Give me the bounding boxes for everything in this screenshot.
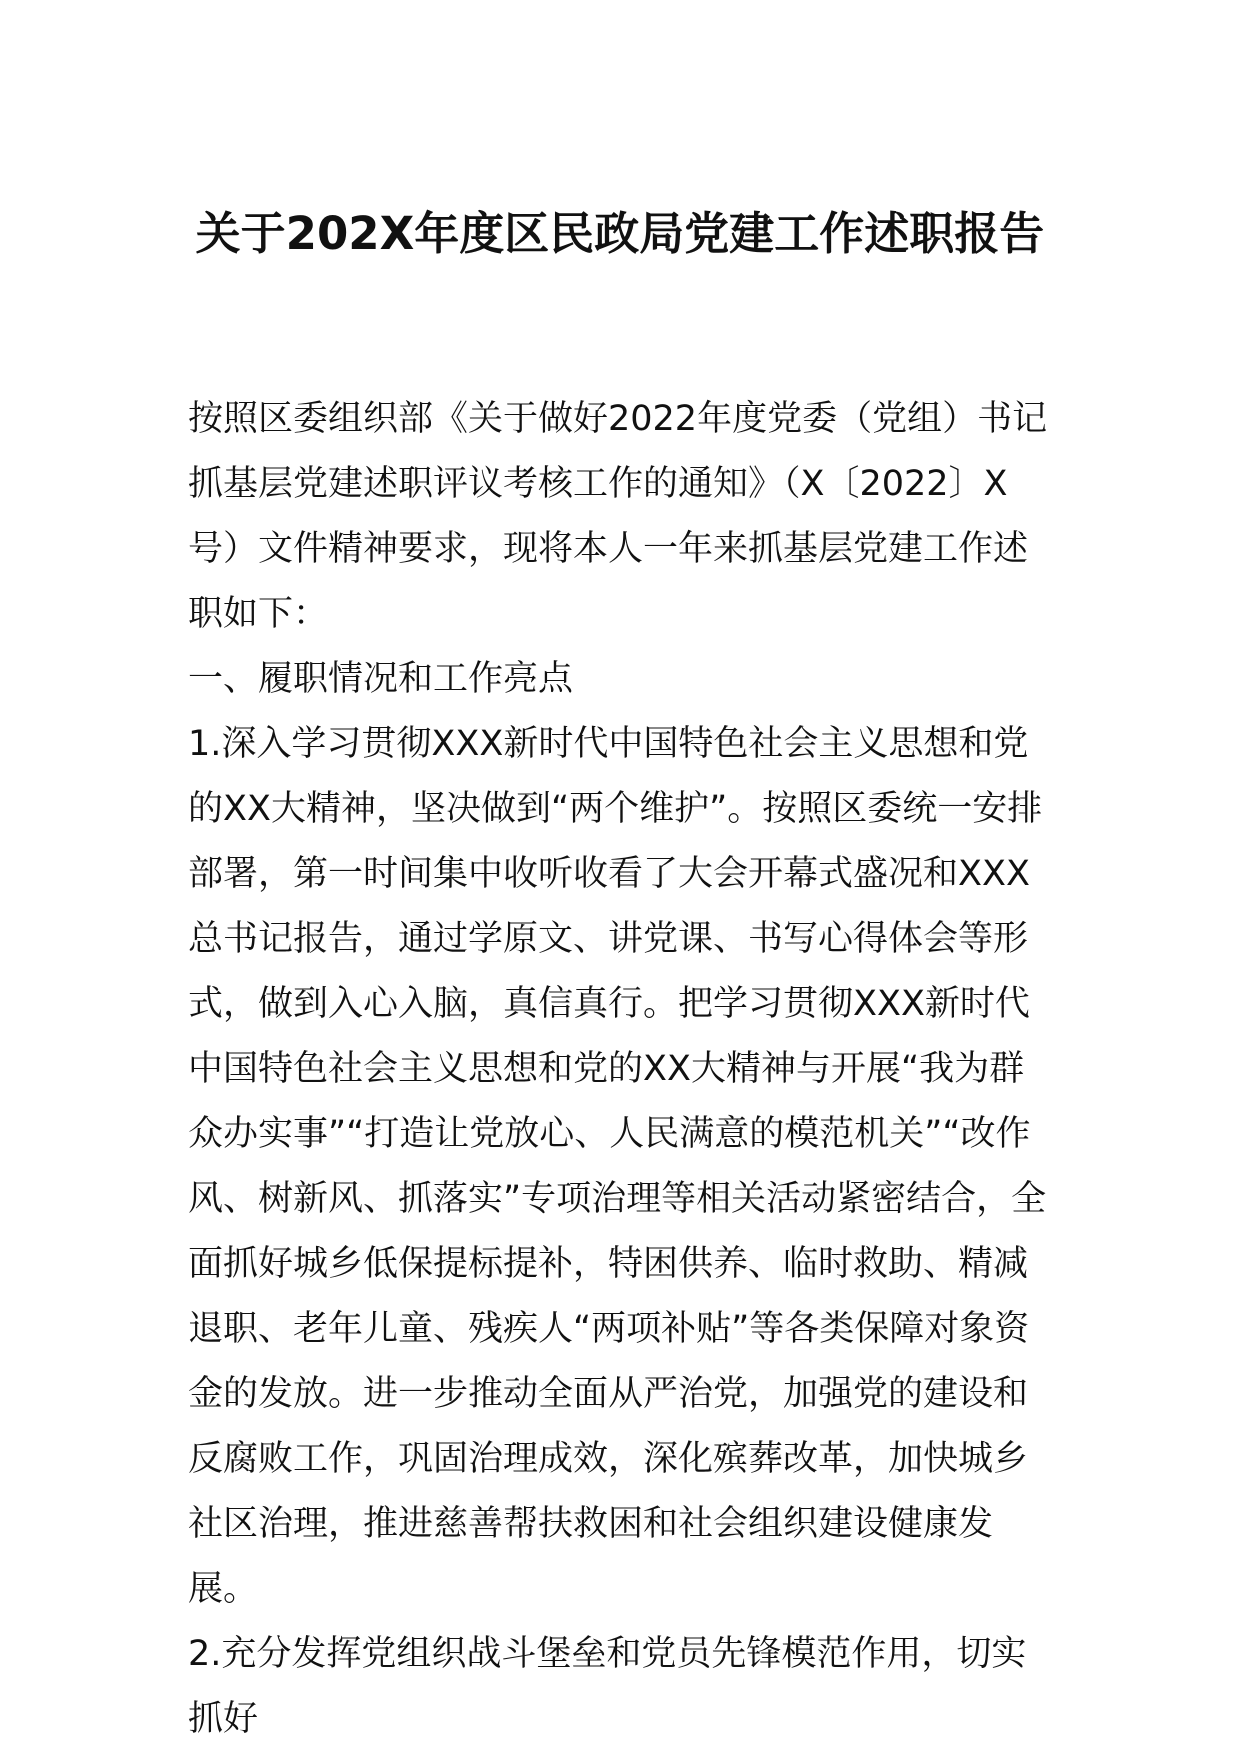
document-title: 关于202X年度区民政局党建工作述职报告 [195,207,1045,260]
item-paragraph-1: 1.深入学习贯彻XXX新时代中国特色社会主义思想和党的XX大精神，坚决做到“两个维护”。按照区委统一安排部署，第一时间集中收听收看了大会开幕式盛况和XXX总书记报告，通过学原文、讲党课、书写心得体会等形式，做到入心入脑，真信真行。把学习贯彻XXX新时代中国特色社会主义思想和党的XX大精神与开展“我为群众办实事”“打造让党放心、人民满意的模范机关”“改作风、树新风、抓落实”专项治理等相关活动紧密结合，全面抓好城乡低保提标提补，特困供养、临时救助、精减退职、老年儿童、残疾人“两项补贴”等各类保障对象资金的发放。进一步推动全面从严治党，加强党的建设和反腐败工作，巩固治理成效，深化殡葬改革，加快城乡社区治理，推进慈善帮扶救困和社会组织建设健康发展。 [188,724,1047,1609]
intro-paragraph: 按照区委组织部《关于做好2022年度党委（党组）书记抓基层党建述职评议考核工作的通知》（X〔2022〕X号）文件精神要求，现将本人一年来抓基层党建工作述职如下： [188,399,1048,634]
item-paragraph-2: 2.充分发挥党组织战斗堡垒和党员先锋模范作用，切实抓好 [188,1634,1027,1739]
document-body [188,387,1054,1752]
section-heading: 一、履职情况和工作亮点 [188,659,574,699]
